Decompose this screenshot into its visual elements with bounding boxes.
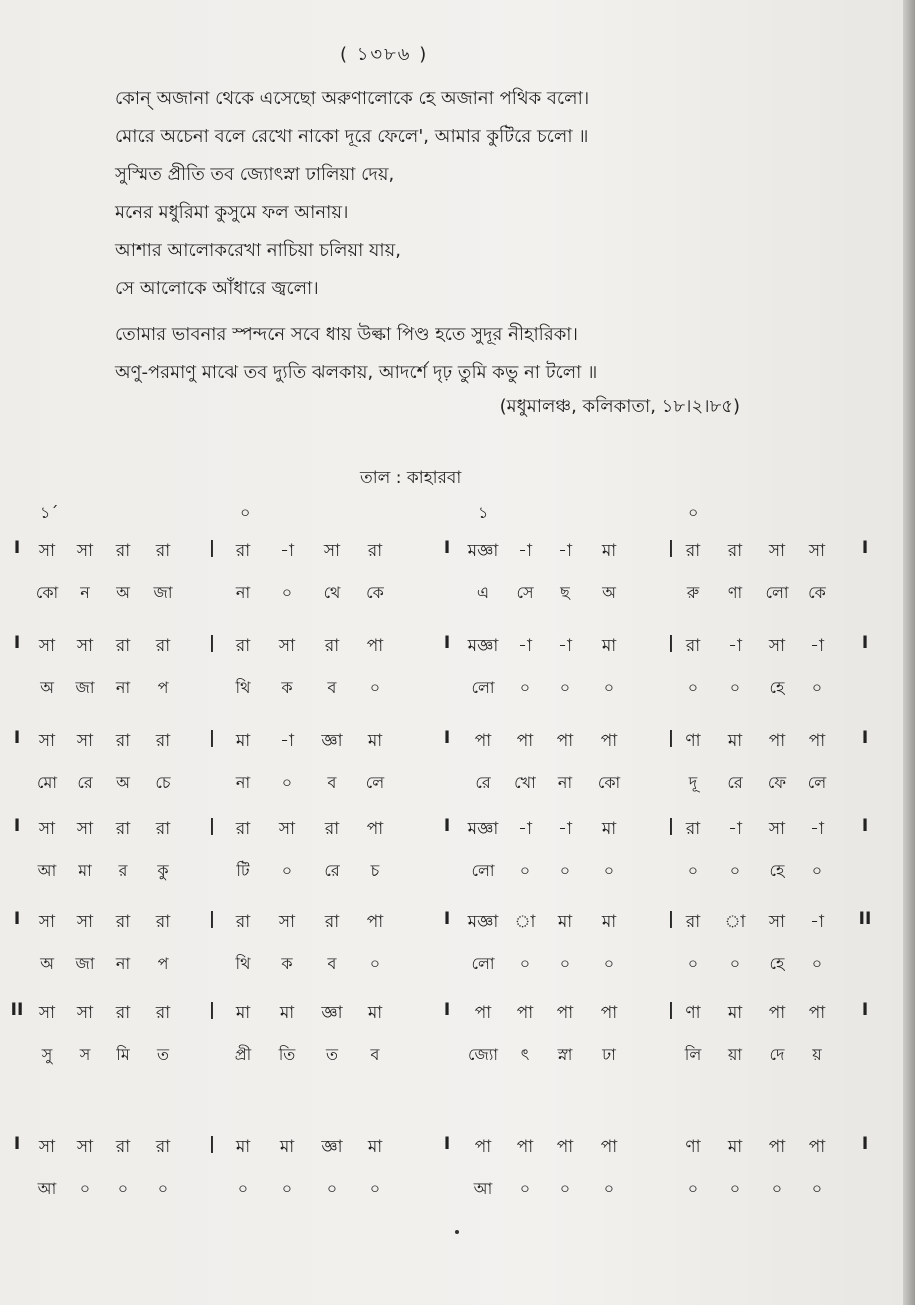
lyric-syllable: লে bbox=[807, 773, 827, 792]
lyric-syllable: না bbox=[115, 678, 131, 697]
swara-note: -া bbox=[810, 636, 824, 656]
poem-line: সুস্মিত প্রীতি তব জ্যোৎস্না ঢালিয়া দেয়, bbox=[115, 164, 395, 185]
lyric-syllable: আ bbox=[37, 1179, 57, 1198]
lyric-syllable: চ bbox=[370, 861, 380, 880]
swara-note: -া bbox=[558, 819, 572, 839]
lyric-syllable: ০ bbox=[687, 1179, 699, 1198]
swara-note: সা bbox=[38, 912, 56, 932]
bar-line: I bbox=[861, 633, 869, 653]
swara-note: পা bbox=[516, 1137, 534, 1157]
swara-note: মা bbox=[279, 1137, 295, 1157]
swara-note: -া bbox=[810, 819, 824, 839]
lyric-syllable: এ bbox=[476, 583, 490, 602]
lyric-syllable: তি bbox=[278, 1045, 296, 1064]
lyric-syllable: ০ bbox=[729, 954, 741, 973]
swara-note: রা bbox=[155, 1003, 171, 1023]
lyric-syllable: ০ bbox=[281, 861, 293, 880]
swara-note: পা bbox=[556, 731, 574, 751]
lyric-syllable: ফে bbox=[767, 773, 787, 792]
lyric-syllable: জা bbox=[153, 583, 173, 602]
swara-note: রা bbox=[324, 819, 340, 839]
lyric-syllable: ০ bbox=[559, 954, 571, 973]
lyric-syllable: ০ bbox=[519, 678, 531, 697]
swara-note: পা bbox=[556, 1003, 574, 1023]
lyric-syllable: ০ bbox=[157, 1179, 169, 1198]
lyric-syllable: থি bbox=[235, 678, 251, 697]
lyric-syllable: থি bbox=[235, 954, 251, 973]
swara-note: সা bbox=[38, 541, 56, 561]
swara-note: পা bbox=[600, 1003, 618, 1023]
notation-row bbox=[0, 633, 905, 667]
swara-note: পা bbox=[516, 1003, 534, 1023]
lyric-syllable: ০ bbox=[559, 861, 571, 880]
bar-line: I bbox=[861, 1000, 869, 1020]
swara-note: রা bbox=[115, 541, 131, 561]
lyric-syllable: ০ bbox=[811, 954, 823, 973]
notation-row bbox=[0, 816, 905, 850]
swara-note: জ্ঞা bbox=[321, 1003, 343, 1023]
swara-note: -া bbox=[810, 912, 824, 932]
bar-line: I bbox=[13, 816, 21, 836]
lyric-syllable: কো bbox=[597, 773, 621, 792]
swara-note: মজ্ঞা bbox=[467, 541, 499, 561]
bar-line: I bbox=[443, 538, 451, 558]
lyric-syllable: রে bbox=[475, 773, 491, 792]
bar-line: I bbox=[861, 1134, 869, 1154]
swara-note: জ্ঞা bbox=[321, 1137, 343, 1157]
swara-note: পা bbox=[474, 1003, 492, 1023]
lyric-syllable: আ bbox=[473, 1179, 493, 1198]
swara-note: সা bbox=[768, 636, 786, 656]
lyric-syllable: ০ bbox=[603, 861, 615, 880]
lyric-syllable: প bbox=[157, 954, 169, 973]
poem-line: মোরে অচেনা বলে রেখো নাকো দূরে ফেলে', আমার কুটিরে চলো ॥ bbox=[115, 126, 589, 147]
swara-note: সা bbox=[76, 636, 94, 656]
lyric-syllable: মো bbox=[36, 773, 58, 792]
lyric-syllable: লো bbox=[471, 678, 495, 697]
lyric-syllable: অ bbox=[602, 583, 616, 602]
lyric-syllable: ০ bbox=[729, 1179, 741, 1198]
swara-note: -া bbox=[728, 636, 742, 656]
bar-line: I bbox=[443, 909, 451, 929]
lyric-row bbox=[0, 770, 905, 804]
lyric-syllable: র bbox=[118, 861, 128, 880]
lyric-syllable: লো bbox=[471, 861, 495, 880]
swara-note: রা bbox=[685, 636, 701, 656]
swara-note: সা bbox=[323, 541, 341, 561]
lyric-syllable: ০ bbox=[559, 678, 571, 697]
lyric-syllable: মি bbox=[116, 1045, 130, 1064]
lyric-syllable: ব bbox=[370, 1045, 380, 1064]
lyric-syllable: ০ bbox=[369, 1179, 381, 1198]
lyric-syllable: লি bbox=[684, 1045, 702, 1064]
lyric-syllable: ০ bbox=[811, 861, 823, 880]
bar-line: I bbox=[861, 538, 869, 558]
lyric-syllable: ০ bbox=[603, 954, 615, 973]
swara-note: সা bbox=[768, 819, 786, 839]
lyric-syllable: অ bbox=[40, 678, 54, 697]
swara-note: সা bbox=[278, 819, 296, 839]
swara-note: রা bbox=[115, 912, 131, 932]
lyric-syllable: ০ bbox=[281, 1179, 293, 1198]
swara-note: মা bbox=[557, 912, 573, 932]
swara-note: রা bbox=[115, 636, 131, 656]
swara-note: -া bbox=[280, 541, 294, 561]
swara-note: রা bbox=[235, 541, 251, 561]
notation-row bbox=[0, 1134, 905, 1168]
swara-note: সা bbox=[278, 636, 296, 656]
swara-note: রা bbox=[685, 541, 701, 561]
lyric-syllable: মা bbox=[78, 861, 92, 880]
swara-note: মজ্ঞা bbox=[467, 636, 499, 656]
poem-line: মনের মধুরিমা কুসুমে ফল আনায়। bbox=[115, 202, 349, 223]
swara-note: সা bbox=[768, 912, 786, 932]
bar-line: I bbox=[13, 633, 21, 653]
swara-note: মা bbox=[235, 731, 251, 751]
swara-note: সা bbox=[76, 541, 94, 561]
bar-line: I bbox=[443, 816, 451, 836]
bar-line: I bbox=[13, 909, 21, 929]
poem-line: আশার আলোকরেখা নাচিয়া চলিয়া যায়, bbox=[115, 240, 401, 261]
lyric-syllable: ০ bbox=[326, 1179, 338, 1198]
lyric-syllable: জ্যো bbox=[467, 1045, 499, 1064]
bar-line: | bbox=[667, 633, 675, 653]
swara-note: া bbox=[724, 912, 746, 932]
bar-line: | bbox=[667, 909, 675, 929]
lyric-syllable: অ bbox=[40, 954, 54, 973]
lyric-syllable: রু bbox=[686, 583, 700, 602]
swara-note: রা bbox=[155, 636, 171, 656]
swara-note: পা bbox=[768, 1137, 786, 1157]
swara-note: রা bbox=[115, 1137, 131, 1157]
lyric-syllable: ব bbox=[327, 773, 337, 792]
swara-note: সা bbox=[768, 541, 786, 561]
swara-note: -া bbox=[518, 819, 532, 839]
lyric-syllable: হে bbox=[769, 954, 785, 973]
lyric-syllable: ০ bbox=[519, 954, 531, 973]
lyric-syllable: ক bbox=[281, 954, 293, 973]
lyric-syllable: দূ bbox=[688, 773, 698, 792]
lyric-syllable: ণা bbox=[727, 583, 743, 602]
lyric-syllable: কু bbox=[157, 861, 169, 880]
swara-note: সা bbox=[76, 1003, 94, 1023]
lyric-row bbox=[0, 858, 905, 892]
lyric-syllable: আ bbox=[37, 861, 57, 880]
swara-note: সা bbox=[808, 541, 826, 561]
swara-note: মা bbox=[727, 731, 743, 751]
swara-note: সা bbox=[38, 731, 56, 751]
lyric-row bbox=[0, 580, 905, 614]
swara-note: রা bbox=[115, 1003, 131, 1023]
swara-note: মা bbox=[367, 1003, 383, 1023]
beat-marker: ১ bbox=[478, 503, 489, 522]
tal-heading: তাল : কাহারবা bbox=[360, 468, 462, 488]
lyric-syllable: প bbox=[157, 678, 169, 697]
lyric-row bbox=[0, 951, 905, 985]
lyric-syllable: চে bbox=[155, 773, 171, 792]
swara-note: রা bbox=[115, 819, 131, 839]
lyric-syllable: না bbox=[235, 773, 251, 792]
bar-line: I bbox=[443, 728, 451, 748]
lyric-syllable: ০ bbox=[687, 678, 699, 697]
swara-note: ণা bbox=[685, 1003, 701, 1023]
swara-note: পা bbox=[366, 636, 384, 656]
bar-line: | bbox=[208, 538, 216, 558]
lyric-syllable: ০ bbox=[729, 861, 741, 880]
lyric-syllable: ০ bbox=[559, 1179, 571, 1198]
lyric-syllable: ০ bbox=[281, 583, 293, 602]
lyric-syllable: প্রী bbox=[234, 1045, 252, 1064]
bar-line: I bbox=[443, 633, 451, 653]
swara-note: মজ্ঞা bbox=[467, 912, 499, 932]
lyric-syllable: য়া bbox=[727, 1045, 743, 1064]
swara-note: রা bbox=[155, 731, 171, 751]
lyric-syllable: ০ bbox=[369, 678, 381, 697]
lyric-syllable: ৎ bbox=[520, 1045, 530, 1064]
source-citation: (মধুমালঞ্চ, কলিকাতা, ১৮।২।৮৫) bbox=[499, 396, 740, 417]
lyric-syllable: না bbox=[235, 583, 251, 602]
lyric-syllable: ০ bbox=[603, 1179, 615, 1198]
lyric-syllable: অ bbox=[116, 583, 130, 602]
swara-note: পা bbox=[516, 731, 534, 751]
bar-line: II bbox=[858, 909, 872, 929]
lyric-syllable: ন bbox=[80, 583, 90, 602]
bar-line: I bbox=[13, 1134, 21, 1154]
lyric-syllable: ক bbox=[281, 678, 293, 697]
lyric-syllable: রে bbox=[324, 861, 340, 880]
swara-note: ণা bbox=[685, 731, 701, 751]
swara-note: রা bbox=[235, 819, 251, 839]
page-number: ( ১৩৮৬ ) bbox=[340, 44, 429, 65]
swara-note: রা bbox=[115, 731, 131, 751]
lyric-syllable: লো bbox=[765, 583, 789, 602]
swara-note: মা bbox=[727, 1137, 743, 1157]
swara-note: পা bbox=[366, 912, 384, 932]
lyric-syllable: লে bbox=[365, 773, 385, 792]
beat-marker: ১´ bbox=[40, 503, 59, 522]
lyric-syllable: ঢা bbox=[602, 1045, 616, 1064]
bar-line: | bbox=[208, 728, 216, 748]
swara-note: রা bbox=[155, 541, 171, 561]
swara-note: মা bbox=[601, 541, 617, 561]
lyric-syllable: ০ bbox=[369, 954, 381, 973]
lyric-row bbox=[0, 1042, 905, 1076]
swara-note: সা bbox=[76, 819, 94, 839]
swara-note: সা bbox=[38, 1137, 56, 1157]
lyric-syllable: না bbox=[115, 954, 131, 973]
notation-row bbox=[0, 728, 905, 762]
lyric-syllable: কে bbox=[808, 583, 826, 602]
swara-note: -া bbox=[558, 636, 572, 656]
swara-note: পা bbox=[600, 1137, 618, 1157]
swara-note: মজ্ঞা bbox=[467, 819, 499, 839]
bar-line: I bbox=[861, 816, 869, 836]
lyric-syllable: থে bbox=[323, 583, 341, 602]
notation-row bbox=[0, 1000, 905, 1034]
swara-note: পা bbox=[808, 731, 826, 751]
lyric-syllable: রে bbox=[77, 773, 93, 792]
notation-row bbox=[0, 909, 905, 943]
lyric-syllable: সে bbox=[516, 583, 534, 602]
lyric-syllable: ০ bbox=[519, 1179, 531, 1198]
bar-line: | bbox=[667, 816, 675, 836]
lyric-syllable: দে bbox=[769, 1045, 785, 1064]
lyric-syllable: ০ bbox=[771, 1179, 783, 1198]
bar-line: | bbox=[208, 1000, 216, 1020]
lyric-syllable: ব bbox=[327, 954, 337, 973]
bar-line: I bbox=[13, 728, 21, 748]
poem-line: অণু-পরমাণু মাঝে তব দ্যুতি ঝলকায়, আদর্শে দৃঢ় তুমি কভু না টলো ॥ bbox=[115, 362, 598, 383]
swara-note: রা bbox=[727, 541, 743, 561]
lyric-syllable: টি bbox=[236, 861, 250, 880]
swara-note: পা bbox=[600, 731, 618, 751]
swara-note: মা bbox=[235, 1137, 251, 1157]
bar-line: I bbox=[861, 728, 869, 748]
swara-note: মা bbox=[235, 1003, 251, 1023]
beat-markers bbox=[0, 500, 905, 530]
bar-line: | bbox=[208, 633, 216, 653]
swara-note: রা bbox=[235, 912, 251, 932]
lyric-syllable: ছ bbox=[560, 583, 570, 602]
lyric-syllable: ০ bbox=[687, 954, 699, 973]
swara-note: মা bbox=[601, 912, 617, 932]
bar-line: I bbox=[443, 1000, 451, 1020]
swara-note: রা bbox=[155, 1137, 171, 1157]
swara-note: -া bbox=[558, 541, 572, 561]
swara-note: -া bbox=[728, 819, 742, 839]
lyric-syllable: হে bbox=[769, 678, 785, 697]
lyric-syllable: জা bbox=[75, 954, 95, 973]
bar-line: | bbox=[208, 816, 216, 836]
swara-note: মা bbox=[601, 636, 617, 656]
swara-note: সা bbox=[278, 912, 296, 932]
swara-note: মা bbox=[727, 1003, 743, 1023]
lyric-syllable: কে bbox=[366, 583, 384, 602]
lyric-syllable: অ bbox=[116, 773, 130, 792]
swara-note: রা bbox=[685, 819, 701, 839]
swara-note: রা bbox=[235, 636, 251, 656]
lyric-syllable: ০ bbox=[237, 1179, 249, 1198]
bar-line: | bbox=[208, 909, 216, 929]
bar-line: | bbox=[667, 728, 675, 748]
lyric-syllable: ০ bbox=[281, 773, 293, 792]
swara-note: রা bbox=[367, 541, 383, 561]
notation-row bbox=[0, 538, 905, 572]
lyric-row bbox=[0, 1176, 905, 1210]
lyric-syllable: ০ bbox=[687, 861, 699, 880]
swara-note: পা bbox=[474, 1137, 492, 1157]
swara-note: মা bbox=[367, 731, 383, 751]
poem-line: তোমার ভাবনার স্পন্দনে সবে ধায় উল্কা পিণ্ড হতে সুদূর নীহারিকা। bbox=[115, 324, 578, 345]
swara-note: রা bbox=[324, 636, 340, 656]
lyric-syllable: য় bbox=[812, 1045, 822, 1064]
lyric-row bbox=[0, 675, 905, 709]
lyric-syllable: রে bbox=[727, 773, 743, 792]
swara-note: পা bbox=[768, 731, 786, 751]
poem-line: কোন্‌ অজানা থেকে এসেছো অরুণালোকে হে অজানা পথিক বলো। bbox=[115, 88, 590, 109]
bar-line: | bbox=[208, 1134, 216, 1154]
swara-note: পা bbox=[556, 1137, 574, 1157]
swara-note: সা bbox=[38, 1003, 56, 1023]
swara-note: রা bbox=[685, 912, 701, 932]
swara-note: সা bbox=[38, 636, 56, 656]
lyric-syllable: সু bbox=[41, 1045, 53, 1064]
swara-note: -া bbox=[518, 636, 532, 656]
lyric-syllable: ০ bbox=[603, 678, 615, 697]
lyric-syllable: ০ bbox=[79, 1179, 91, 1198]
lyric-syllable: ০ bbox=[811, 678, 823, 697]
swara-note: পা bbox=[768, 1003, 786, 1023]
swara-note: পা bbox=[474, 731, 492, 751]
swara-note: -া bbox=[518, 541, 532, 561]
lyric-syllable: ত bbox=[156, 1045, 169, 1064]
lyric-syllable: ০ bbox=[811, 1179, 823, 1198]
swara-note: জ্ঞা bbox=[321, 731, 343, 751]
swara-note: -া bbox=[280, 731, 294, 751]
swara-note: মা bbox=[601, 819, 617, 839]
dot-mark bbox=[455, 1230, 459, 1234]
lyric-syllable: লো bbox=[471, 954, 495, 973]
swara-note: সা bbox=[38, 819, 56, 839]
beat-marker: ০ bbox=[240, 503, 251, 522]
swara-note: মা bbox=[279, 1003, 295, 1023]
poem-line: সে আলোকে আঁধারে জ্বলো। bbox=[115, 278, 319, 299]
swara-note: সা bbox=[76, 912, 94, 932]
swara-note: রা bbox=[324, 912, 340, 932]
beat-marker: ০ bbox=[688, 503, 699, 522]
swara-note: সা bbox=[76, 731, 94, 751]
bar-line: | bbox=[667, 538, 675, 558]
lyric-syllable: হে bbox=[769, 861, 785, 880]
lyric-syllable: ত bbox=[325, 1045, 338, 1064]
bar-line: | bbox=[667, 1000, 675, 1020]
lyric-syllable: কো bbox=[35, 583, 59, 602]
lyric-syllable: ০ bbox=[519, 861, 531, 880]
swara-note: পা bbox=[366, 819, 384, 839]
lyric-syllable: ০ bbox=[729, 678, 741, 697]
bar-line: I bbox=[13, 538, 21, 558]
swara-note: া bbox=[514, 912, 536, 932]
lyric-syllable: স bbox=[79, 1045, 91, 1064]
lyric-syllable: স্না bbox=[557, 1045, 573, 1064]
bar-line: II bbox=[10, 1000, 24, 1020]
lyric-syllable: না bbox=[557, 773, 573, 792]
swara-note: পা bbox=[808, 1003, 826, 1023]
swara-note: মা bbox=[367, 1137, 383, 1157]
lyric-syllable: খো bbox=[514, 773, 536, 792]
poem bbox=[115, 80, 855, 392]
swara-note: ণা bbox=[685, 1137, 701, 1157]
swara-note: সা bbox=[76, 1137, 94, 1157]
swara-note: পা bbox=[808, 1137, 826, 1157]
lyric-syllable: ব bbox=[327, 678, 337, 697]
bar-line: I bbox=[443, 1134, 451, 1154]
swara-note: রা bbox=[155, 819, 171, 839]
lyric-syllable: জা bbox=[75, 678, 95, 697]
lyric-syllable: ০ bbox=[117, 1179, 129, 1198]
swara-note: রা bbox=[155, 912, 171, 932]
